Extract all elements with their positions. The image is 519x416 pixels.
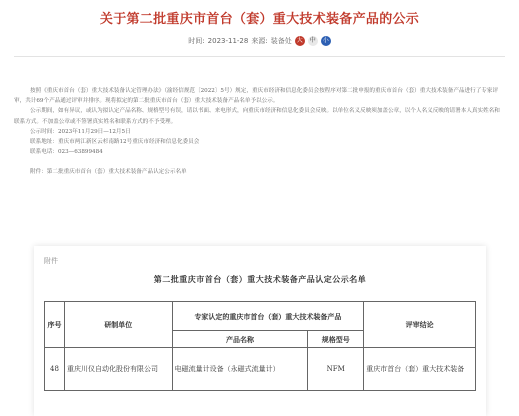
column-header-product-group: 专家认定的重庆市首台（套）重大技术装备产品: [172, 302, 364, 331]
source-value: 装备处: [270, 37, 292, 45]
column-header-seq: 序号: [45, 302, 65, 348]
publish-date: 2023-11-28: [207, 37, 249, 45]
row-conclusion: 重庆市首台（套）重大技术装备: [364, 348, 476, 391]
awards-table: [44, 301, 476, 391]
contact-line: 公示时间：2023年11月29日—12月5日: [30, 128, 131, 135]
attachment-image: [34, 246, 486, 416]
paragraph: 按照《重庆市首台（套）重大技术装备认定管理办法》（渝经信规范〔2022〕5号）规定，重庆市经济和信息化委员会按程序对第二批申报的重庆市首台（套）重大技术装备产品进行了专家评审，共计69个产品通过评审并排序。现将拟定的第二批重庆市首台（套）重大技术装备产品名单予以公示。: [14, 88, 499, 105]
date-label: 时间:: [188, 37, 205, 45]
paragraph: 公示期间，如有异议，或认为拟认定产品名称、规格型号有误，请以书面、来电形式，向重庆市经济和信息化委员会反映。以单位名义反映须加盖公章，以个人名义反映的请署本人真实姓名和联系方式。不加盖公章或不签署真实姓名和联系方式的不予受理。: [14, 108, 500, 125]
row-unit: 重庆川仪自动化股份有限公司: [64, 348, 172, 391]
row-model: NFM: [308, 348, 364, 391]
column-header-product-name: 产品名称: [172, 331, 308, 348]
table-row: [45, 348, 476, 391]
font-small-button[interactable]: 小: [322, 37, 329, 44]
column-header-conclusion: 评审结论: [364, 302, 476, 348]
article-body: [14, 86, 505, 178]
row-seq: 48: [45, 348, 65, 391]
page-title: 关于第二批重庆市首台（套）重大技术装备产品的公示: [99, 12, 420, 27]
row-product-name: 电磁流量计设备（永磁式流量计）: [172, 348, 308, 391]
source-label: 来源:: [251, 37, 268, 45]
article-meta: [0, 36, 519, 46]
font-large-button[interactable]: 大: [296, 37, 303, 44]
table-header-row: [45, 302, 476, 331]
attachment-title: 第二批重庆市首台（套）重大技术装备产品认定公示名单: [153, 274, 367, 284]
column-header-unit: 研制单位: [64, 302, 172, 348]
header-divider: [14, 56, 505, 57]
font-mid-button[interactable]: 中: [309, 37, 316, 44]
contact-line: 联系地址：重庆市两江新区云杉南路12号重庆市经济和信息化委员会: [30, 139, 200, 146]
attachment-link[interactable]: 附件：第二批重庆市首台（套）重大技术装备产品认定公示名单: [30, 169, 187, 176]
attachment-label: 附件: [44, 257, 58, 265]
contact-line: 联系电话：023—63899484: [30, 149, 103, 156]
column-header-model: 规格型号: [308, 331, 364, 348]
